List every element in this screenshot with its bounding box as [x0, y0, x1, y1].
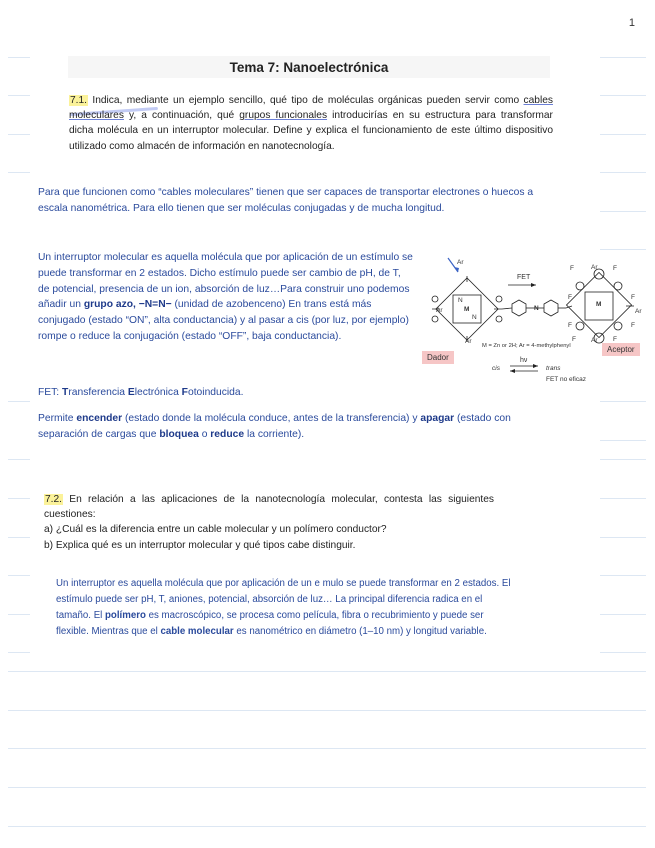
answer-text: Un interruptor es aquella molécula que por aplicación de un e mulo se puede transformar en 2 estados. El estímulo puede ser pH, T, aniones, potencial, absorción de luz… La principal diferencia radica en el tamaño. El	[56, 578, 511, 621]
question-7-1	[69, 93, 553, 154]
fet-initial: E	[127, 387, 135, 398]
fet-no-eficaz-label: FET no eficaz	[546, 376, 586, 383]
answer-text: Permite	[38, 413, 77, 424]
question-number: 7.2.	[45, 494, 62, 505]
trans-label: trans	[546, 365, 561, 372]
dador-tag: Dador	[422, 351, 454, 364]
question-item: b) Explica qué es un interruptor molecular y qué tipos cabe distinguir.	[44, 539, 356, 551]
fet-word: lectrónica	[134, 387, 182, 398]
fluorine-label: F	[613, 336, 617, 343]
answer-bold-text: grupo azo, −N=N−	[83, 299, 172, 311]
ar-label: Ar	[465, 338, 472, 345]
fet-word: ransferencia	[68, 387, 128, 398]
answer-text: es nanométrico en diámetro (1–10 nm) y longitud variable.	[233, 626, 487, 637]
nitrogen-label: N	[458, 297, 463, 304]
ar-label: Ar	[635, 308, 642, 315]
ar-label: Ar	[591, 264, 598, 271]
diagram-legend: M = Zn or 2H; Ar = 4-methylphenyl	[482, 343, 571, 349]
question-text: para transformar dicha molécula en un interruptor molecular. Define y explica el funcionamiento de este último dispositivo utilizado como almacén de información en nanotecnología.	[69, 110, 553, 152]
answer-bold-text: bloquea	[159, 428, 199, 440]
fluorine-label: F	[568, 322, 572, 329]
fluorine-label: F	[570, 265, 574, 272]
title-box	[68, 56, 550, 78]
answer-paragraph	[38, 411, 538, 443]
answer-text: es macroscópico, se procesa como película, fibra o recubrimiento y puede ser flexible. Mientras que el	[56, 610, 484, 637]
answer-text: Un interruptor molecular es aquella molécula que por aplicación de un estímulo se puede transformar en 2 estados. Dicho estímulo puede ser cambio de pH, de T, de potencial, presencia de un ion, absorción de luz…Para construir uno podemos añadir un	[38, 252, 413, 311]
question-7-2	[44, 492, 494, 553]
question-item: a) ¿Cuál es la diferencia entre un cable molecular y un polímero conductor?	[44, 524, 387, 536]
page-title: Tema 7: Nanoelectrónica	[229, 60, 389, 75]
question-text: y, a continuación, qué	[123, 110, 240, 122]
answer-paragraph: Para que funcionen como “cables moleculares” tienen que ser capaces de transportar electrones o huecos a escala nanométrica. Para ello tienen que ser moléculas conjugadas y de mucha longitud.	[38, 187, 534, 214]
answer-bold-text: polímero	[105, 610, 146, 621]
answer-bold-text: cable molecular	[160, 626, 234, 637]
answer-text: (unidad de azobenceno) En trans está más conjugado (estado “ON”, alta conductancia) y al pasar a cis (por luz, por ejemplo) rompe o reduce la conjugación (estado “OFF”, baja conductancia).	[38, 299, 409, 342]
question-underlined-text: cables moleculares	[69, 95, 553, 122]
answer-paragraph	[56, 576, 512, 640]
answer-text: la corriente).	[244, 428, 305, 440]
question-number: 7.1.	[70, 95, 87, 106]
aceptor-tag: Aceptor	[602, 343, 640, 356]
question-text: introducirías en su estructura	[327, 110, 471, 122]
question-text: Indica, mediante un ejemplo sencillo, qué tipo de moléculas orgánicas pueden servir como	[88, 95, 520, 106]
question-text: En relación a las aplicaciones de la nanotecnología molecular, contesta las siguientes cuestiones:	[44, 494, 494, 521]
answer-paragraph	[38, 250, 414, 345]
fluorine-label: F	[631, 294, 635, 301]
answer-bold-text: reduce	[210, 428, 245, 440]
question-underlined-text: grupos funcionales	[239, 110, 328, 122]
molecular-switch-diagram	[420, 252, 652, 388]
fet-arrow-label: FET	[517, 274, 531, 281]
answer-text: (estado donde la molécula conduce, antes de la transferencia) y	[122, 413, 421, 424]
ar-label: Ar	[591, 337, 598, 344]
cis-label: cis	[492, 365, 500, 372]
molecule-drawing	[420, 252, 652, 388]
hv-label: hν	[520, 357, 528, 364]
page-number: 1	[628, 17, 635, 29]
fet-initial: T	[62, 387, 69, 398]
fet-initial: F	[181, 387, 188, 398]
answer-bold-text: encender	[76, 413, 123, 424]
answer-text: (estado con separación de cargas que	[38, 413, 511, 440]
answer-text: o	[198, 428, 211, 440]
fluorine-label: F	[631, 322, 635, 329]
fet-word: otoinducida.	[187, 387, 244, 398]
metal-label: M	[596, 301, 602, 308]
fet-definition	[38, 385, 338, 401]
answer-bold-text: apagar	[420, 413, 455, 424]
ar-label: Ar	[436, 307, 443, 314]
fluorine-label: F	[613, 265, 617, 272]
metal-label: M	[464, 306, 470, 313]
nitrogen-label: N	[472, 314, 477, 321]
fet-label: FET:	[38, 387, 63, 398]
azo-n-label: N	[534, 305, 539, 312]
ar-label: Ar	[457, 259, 464, 266]
fluorine-label: F	[568, 294, 572, 301]
fluorine-label: F	[572, 336, 576, 343]
